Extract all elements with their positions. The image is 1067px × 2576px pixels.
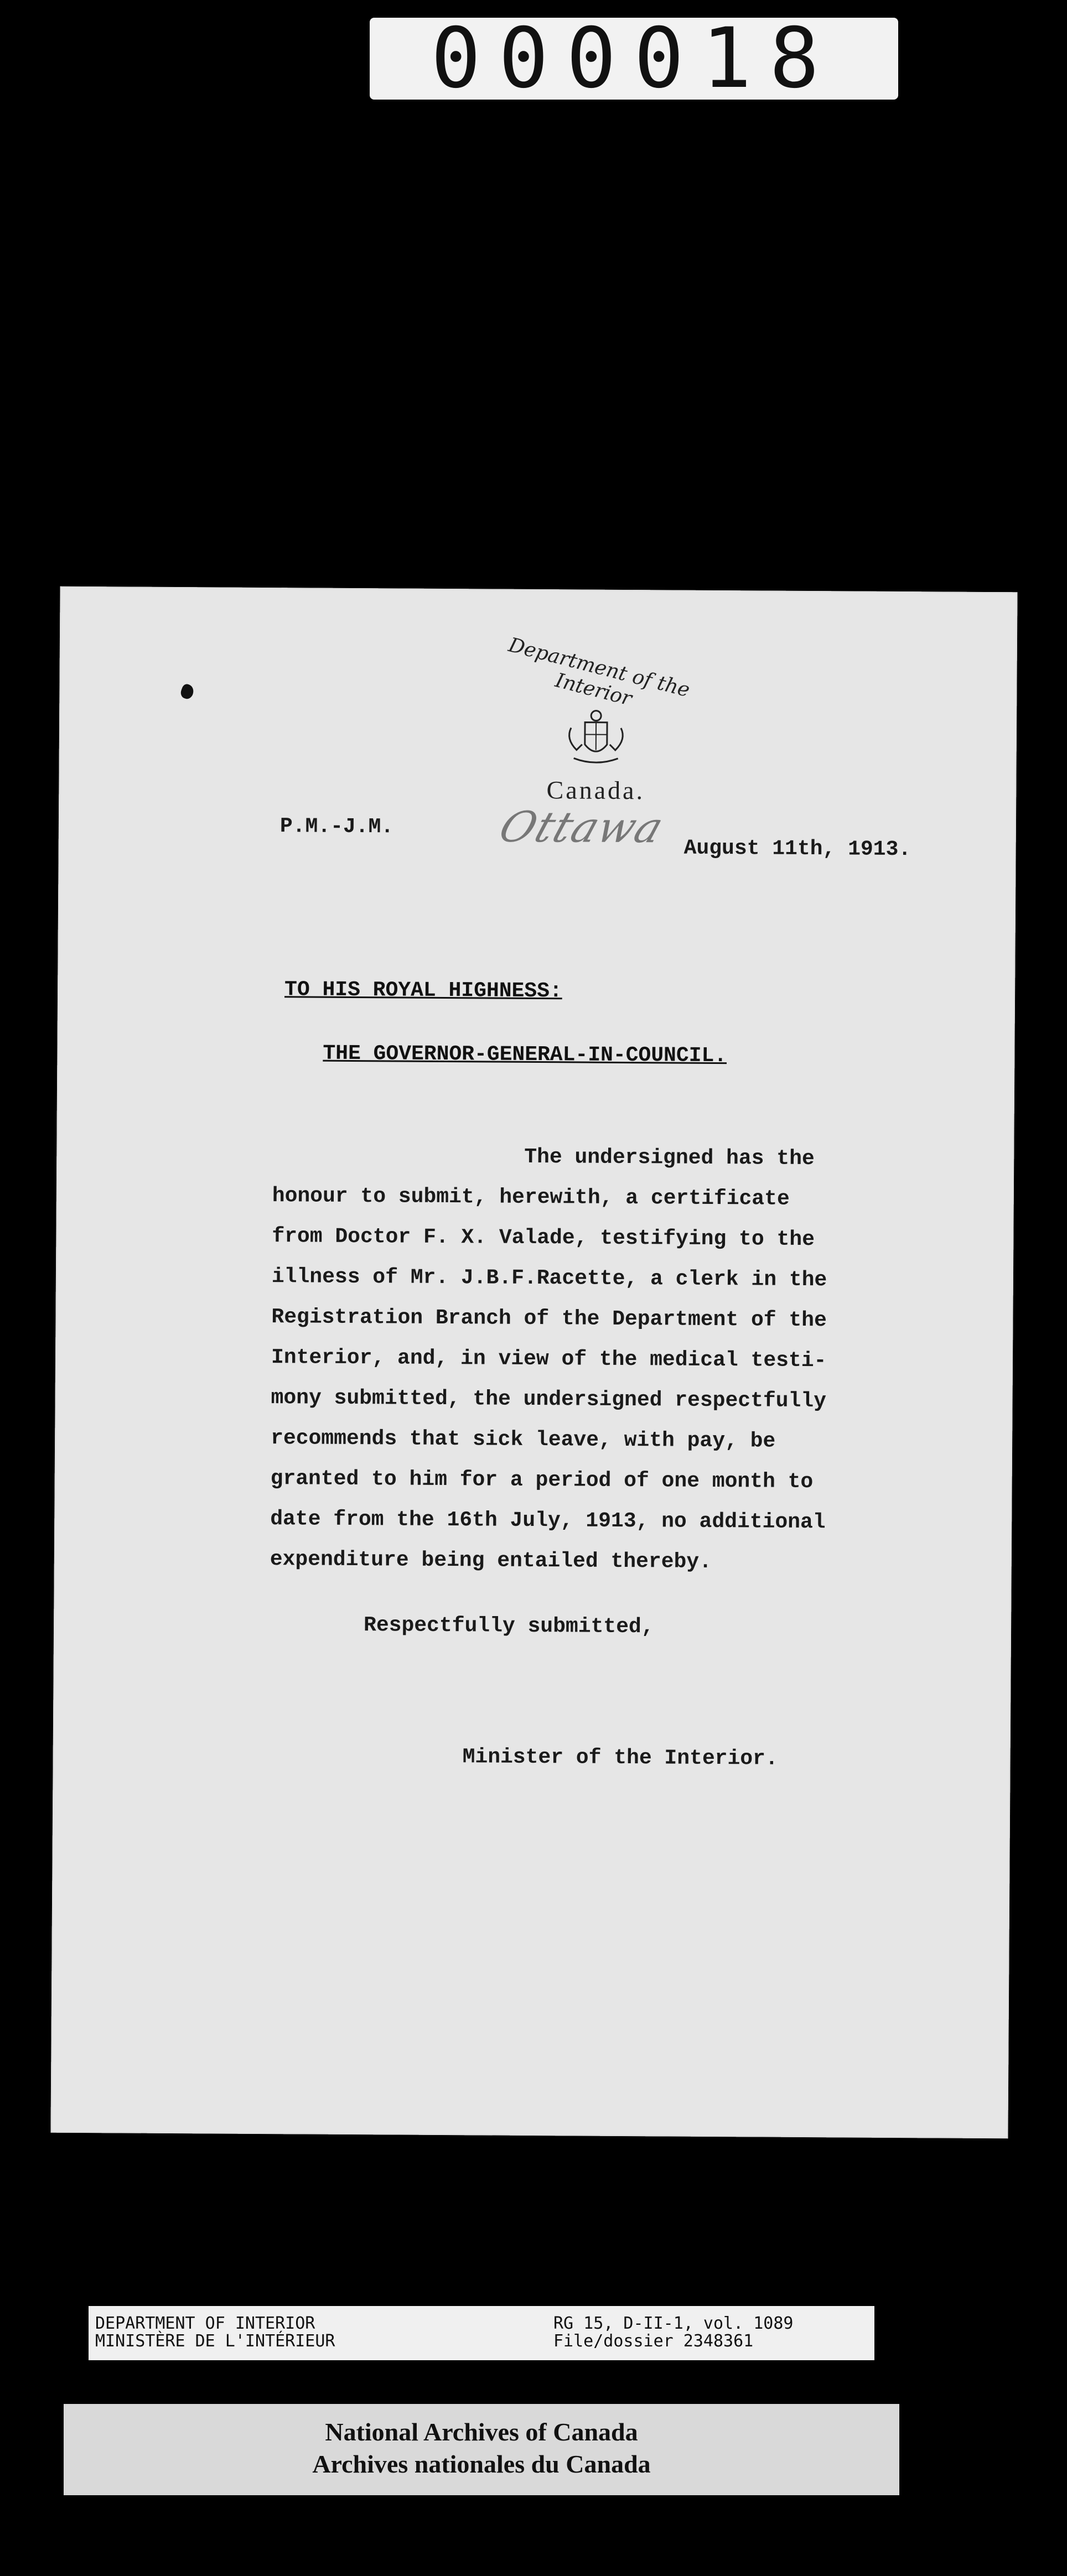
- salutation: TO HIS ROYAL HIGHNESS:: [284, 978, 562, 1004]
- body-line: Interior, and, in view of the medical testi-: [271, 1346, 827, 1373]
- letterhead: [479, 633, 713, 806]
- frame-number: 000018: [370, 18, 898, 100]
- department-french: MINISTÈRE DE L'INTÉRIEUR: [95, 2331, 335, 2351]
- department-name: Department of the Interior: [506, 633, 692, 710]
- body-line: date from the 16th July, 1913, no additional: [270, 1507, 826, 1535]
- coat-of-arms-icon: [555, 705, 638, 772]
- closing: Respectfully submitted,: [363, 1613, 654, 1639]
- department-english: DEPARTMENT OF INTERIOR: [95, 2314, 315, 2333]
- body-line: from Doctor F. X. Valade, testifying to the: [272, 1224, 815, 1252]
- record-references: [553, 2315, 793, 2350]
- archive-name-english: National Archives of Canada: [325, 2418, 638, 2446]
- letter-date: August 11th, 1913.: [683, 836, 911, 862]
- body-line: Registration Branch of the Department of the: [271, 1305, 827, 1333]
- signatory: Minister of the Interior.: [462, 1745, 778, 1771]
- file-number: File/dossier 2348361: [553, 2331, 754, 2351]
- ink-mark: [179, 683, 196, 700]
- body-line: honour to submit, herewith, a certificate: [272, 1184, 790, 1211]
- source-reference-strip: [89, 2306, 874, 2360]
- department-labels: [95, 2315, 335, 2350]
- body-line: illness of Mr. J.B.F.Racette, a clerk in the: [271, 1265, 827, 1292]
- body-line: The undersigned has the: [524, 1145, 815, 1171]
- reference-initials: P.M.-J.M.: [279, 814, 394, 839]
- letter-body: [270, 1135, 926, 1583]
- country-name: Canada.: [546, 776, 645, 805]
- city-name: Ottawa: [493, 802, 671, 853]
- body-line: granted to him for a period of one month to: [270, 1467, 814, 1494]
- body-line: recommends that sick leave, with pay, be: [271, 1426, 776, 1453]
- record-group: RG 15, D-II-1, vol. 1089: [553, 2314, 794, 2333]
- body-line: expenditure being entailed thereby.: [270, 1547, 712, 1574]
- archive-name-french: Archives nationales du Canada: [312, 2450, 651, 2478]
- letter-page: [50, 586, 1017, 2139]
- body-line: mony submitted, the undersigned respectfully: [271, 1386, 827, 1414]
- addressee: THE GOVERNOR-GENERAL-IN-COUNCIL.: [323, 1041, 727, 1068]
- archive-credit: [64, 2404, 899, 2495]
